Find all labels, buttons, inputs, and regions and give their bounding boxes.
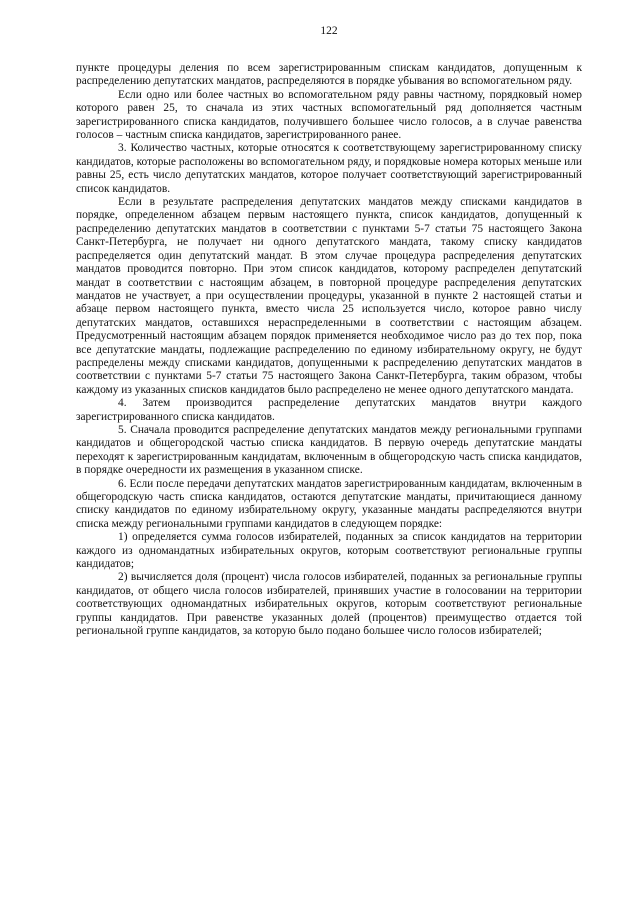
paragraph-item-3: 3. Количество частных, которые относятся к соответствующему зарегистрированному списку кандидатов, которые расположены во вспомогательном ряду, и порядковые номера которых меньше или равны 25, есть число депутатских мандатов, которое получает соответствующий зарегистрированный список кандидатов. [76,142,582,195]
paragraph-item-6: 6. Если после передачи депутатских мандатов зарегистрированным кандидатам, включенным в общегородскую часть списка кандидатов, остаются депутатские мандаты, причитающиеся данному списку кандидатов по единому избирательному округу, указанные мандаты распределяются внутри списка между региональными группами кандидатов в следующем порядке: [76,477,582,530]
paragraph-continuation: пункте процедуры деления по всем зарегистрированным спискам кандидатов, допущенным к распределению депутатских мандатов, распределяются в порядке убывания во вспомогательном ряду. [76,62,582,88]
paragraph-item-5: 5. Сначала проводится распределение депутатских мандатов между региональными группами кандидатов и общегородской частью списка кандидатов. В первую очередь депутатские мандаты переходят к зарегистрированным кандидатам, включенным в общегородскую часть списка кандидатов, в порядке очередности их размещения в указанном списке. [76,423,582,477]
paragraph-subitem-2: 2) вычисляется доля (процент) числа голосов избирателей, поданных за региональные группы кандидатов, от общего числа голосов избирателей, принявших участие в голосовании на территории соответствующих одномандатных избирательных округов, которым соответствуют региональные группы кандидатов. При равенстве указанных долей (процентов) преимущество отдается той региональной группе кандидатов, за которую было подано большее число голосов избирателей; [76,571,582,638]
paragraph-equal-quotients: Если одно или более частных во вспомогательном ряду равны частному, порядковый номер которого равен 25, то сначала из этих частных вспомогательный ряд дополняется частным зарегистрированного списка кандидатов, получившего большее число голосов, а в случае равенства голосов – частным списка кандидатов, зарегистрированного ранее. [76,88,582,142]
paragraph-repeat-distribution: Если в результате распределения депутатских мандатов между списками кандидатов в порядке, определенном абзацем первым настоящего пункта, список кандидатов, допущенный к распределению депутатских мандатов в соответствии с пунктами 5-7 статьи 75 настоящего Закона Санкт-Петербурга, не получает ни одного депутатского мандата, такому списку кандидатов распределяется один депутатский мандат. В этом случае процедура распределения депутатских мандатов проводится повторно. При этом список кандидатов, которому распределен депутатский мандат в соответствии с настоящим абзацем, в повторной процедуре распределения депутатских мандатов не участвует, а при осуществлении процедуры, указанной в пункте 2 настоящей статьи и абзаце первом настоящего пункта, вместо числа 25 используется число, которое равно числу депутатских мандатов, оставшихся нераспределенными в соответствии с настоящим абзацем. Предусмотренный настоящим абзацем порядок применяется необходимое число раз до тех пор, пока все депутатские мандаты, подлежащие распределению по единому избирательному округу, не будут распределены между списками кандидатов, допущенными к распределению депутатских мандатов в соответствии с пунктами 5-7 статьи 75 настоящего Закона Санкт-Петербурга, таким образом, чтобы каждому из указанных списков кандидатов было распределено не менее одного депутатского мандата. [76,196,582,396]
document-body [76,62,582,638]
document-page [76,24,582,638]
page-number: 122 [320,25,338,37]
paragraph-subitem-1: 1) определяется сумма голосов избирателей, поданных за список кандидатов на территории каждого из одномандатных избирательных округов, которым соответствуют региональные группы кандидатов; [76,531,582,571]
paragraph-item-4: 4. Затем производится распределение депутатских мандатов внутри каждого зарегистрированного списка кандидатов. [76,397,582,423]
